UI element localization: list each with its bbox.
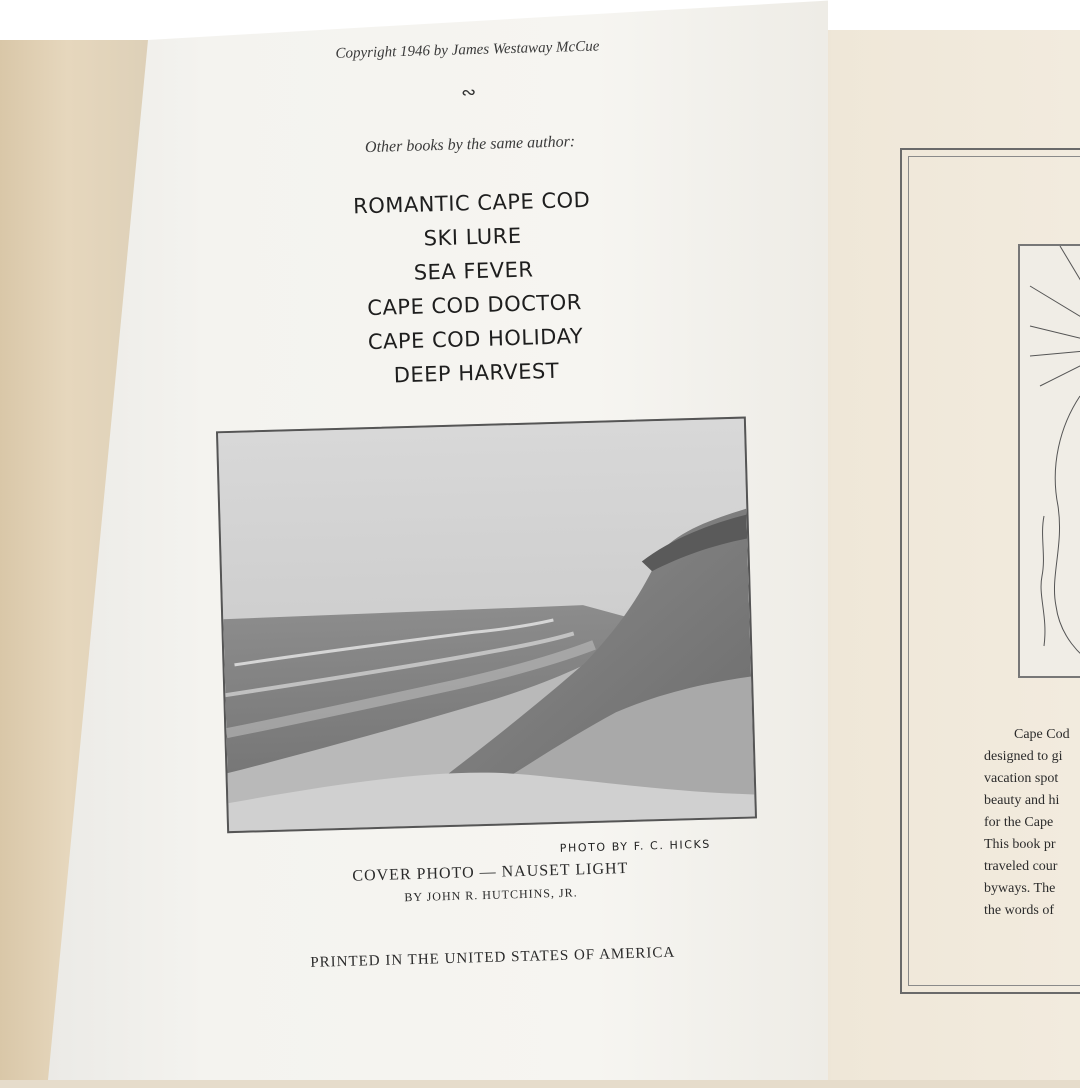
printed-in-line: PRINTED IN THE UNITED STATES OF AMERICA	[310, 944, 676, 971]
right-page-blurb	[984, 724, 1080, 922]
blurb-line: designed to gi	[984, 749, 1063, 764]
book-title: SKI LURE	[423, 223, 522, 251]
cover-photo-caption: COVER PHOTO — NAUSET LIGHT	[352, 860, 629, 885]
blurb-line: vacation spot	[984, 771, 1059, 786]
ornament-icon: ∾	[460, 81, 477, 103]
blurb-line: for the Cape	[984, 815, 1054, 830]
map-drawing	[1020, 246, 1080, 676]
copyright-line: Copyright 1946 by James Westaway McCue	[335, 38, 600, 62]
blurb-line: byways. The	[984, 881, 1056, 896]
book-title: CAPE COD DOCTOR	[367, 290, 583, 321]
blurb-line: the words of	[984, 903, 1054, 918]
cover-photo-byline: BY JOHN R. HUTCHINS, JR.	[404, 885, 578, 905]
book-title: DEEP HARVEST	[393, 358, 560, 388]
left-page-content	[186, 0, 776, 1088]
book-title: ROMANTIC CAPE COD	[352, 187, 591, 219]
blurb-line: This book pr	[984, 837, 1056, 852]
cover-photo-image	[216, 417, 757, 834]
map-illustration	[1018, 244, 1080, 678]
photo-credit: PHOTO BY F. C. HICKS	[559, 837, 712, 855]
book-title: SEA FEVER	[413, 257, 534, 285]
blurb-line: traveled cour	[984, 859, 1058, 874]
other-books-heading: Other books by the same author:	[364, 133, 576, 157]
book-title: CAPE COD HOLIDAY	[367, 324, 584, 355]
blurb-line: beauty and hi	[984, 793, 1060, 808]
book-list	[191, 178, 756, 398]
dune-photo-drawing	[218, 419, 755, 832]
blurb-line: Cape Cod	[1014, 727, 1070, 742]
